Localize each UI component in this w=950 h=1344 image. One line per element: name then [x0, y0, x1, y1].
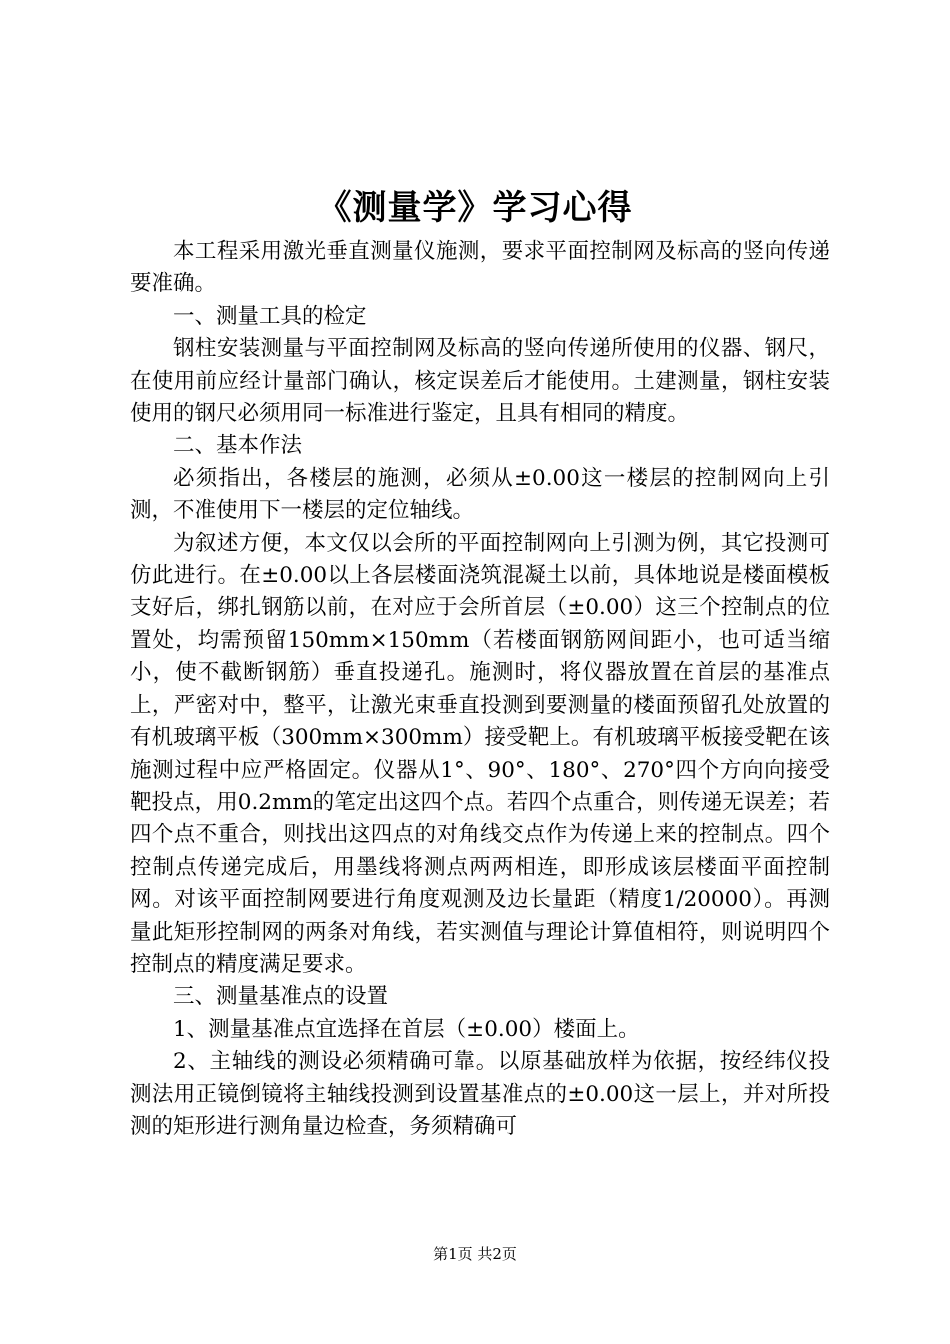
section-heading-2: 二、基本作法	[173, 433, 303, 459]
document-title: 《测量学》学习心得	[317, 188, 633, 228]
paragraph-item-2: 2、主轴线的测设必须精确可靠。以原基础放样为依据，按经纬仪投测法用正镜倒镜将主轴线投测到设置基准点的±0.00这一层上，并对所投测的矩形进行测角量边检查，务须精确可	[130, 1049, 830, 1139]
paragraph-tool-calibration: 钢柱安装测量与平面控制网及标高的竖向传递所使用的仪器、钢尺，在使用前应经计量部门确认，核定误差后才能使用。土建测量，钢柱安装使用的钢尺必须用同一标准进行鉴定，且具有相同的精度。	[130, 336, 830, 427]
paragraph-item-1: 1、测量基准点宜选择在首层（±0.00）楼面上。	[173, 1016, 640, 1042]
paragraph-must-note: 必须指出，各楼层的施测，必须从±0.00这一楼层的控制网向上引测，不准使用下一楼层的定位轴线。	[130, 465, 830, 524]
document-body	[130, 236, 830, 1143]
section-heading-3: 三、测量基准点的设置	[173, 984, 389, 1010]
paragraph-method-example: 为叙述方便，本文仅以会所的平面控制网向上引测为例，其它投测可仿此进行。在±0.00以上各层楼面浇筑混凝土以前，具体地说是楼面模板支好后，绑扎钢筋以前，在对应于会所首层（±0.00）这三个控制点的位置处，均需预留150mm×150mm（若楼面钢筋网间距小，也可适当缩小，使不截断钢筋）垂直投递孔。施测时，将仪器放置在首层的基准点上，严密对中，整平，让激光束垂直投测到要测量的楼面预留孔处放置的有机玻璃平板（300mm×300mm）接受靶上。有机玻璃平板接受靶在该施测过程中应严格固定。仪器从1°、90°、180°、270°四个方向向接受靶投点，用0.2mm的笔定出这四个点。若四个点重合，则传递无误差；若四个点不重合，则找出这四点的对角线交点作为传递上来的控制点。四个控制点传递完成后，用墨线将测点两两相连，即形成该层楼面平面控制网。对该平面控制网要进行角度观测及边长量距（精度1/20000）。再测量此矩形控制网的两条对角线，若实测值与理论计算值相符，则说明四个控制点的精度满足要求。	[130, 530, 830, 977]
paragraph-intro: 本工程采用激光垂直测量仪施测，要求平面控制网及标高的竖向传递要准确。	[130, 239, 830, 297]
page-footer: 第1页 共2页	[433, 1245, 517, 1263]
section-heading-1: 一、测量工具的检定	[173, 303, 367, 329]
